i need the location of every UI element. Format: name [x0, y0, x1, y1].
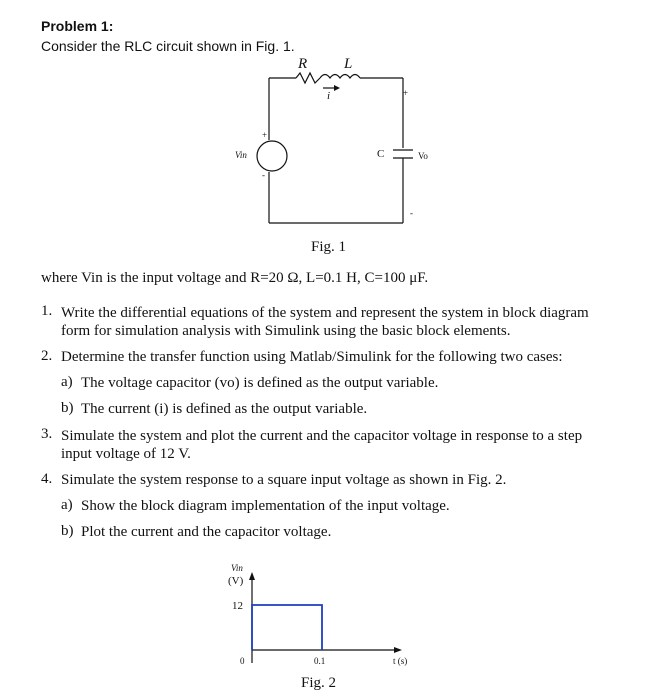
item-2-number: 2. [41, 348, 53, 364]
fig2-plot [249, 572, 402, 663]
source-minus-label: - [262, 170, 265, 180]
item-4a-number: a) [61, 497, 73, 513]
fig2-x-axis-arrow [394, 647, 402, 653]
fig1-caption: Fig. 1 [311, 239, 347, 255]
fig2-caption: Fig. 2 [301, 675, 337, 691]
current-arrow-head [334, 85, 340, 91]
item-3-line2: input voltage of 12 V. [61, 446, 191, 462]
vin-label: Vin [235, 150, 247, 160]
item-1-line1: Write the differential equations of the system and represent the system in block diagram [61, 305, 589, 321]
fig2-tick-y-12: 12 [232, 600, 243, 612]
voltage-source-symbol [257, 141, 287, 171]
item-1-number: 1. [41, 303, 53, 319]
item-3-number: 3. [41, 426, 53, 442]
item-4b-line1: Plot the current and the capacitor voltage. [81, 524, 332, 540]
item-2a-number: a) [61, 374, 73, 390]
source-plus-label: + [262, 130, 268, 140]
current-label: i [327, 90, 331, 102]
vo-label: Vo [418, 151, 428, 161]
item-2b-number: b) [61, 400, 74, 416]
item-4-number: 4. [41, 471, 53, 487]
cap-minus-label: - [410, 208, 413, 218]
item-4a-line1: Show the block diagram implementation of the input voltage. [81, 498, 450, 514]
resistor-symbol [296, 73, 320, 83]
fig2-tick-x-0.1: 0.1 [314, 656, 326, 666]
fig2-y-axis-arrow [249, 572, 255, 580]
item-2a-line1: The voltage capacitor (vo) is defined as the output variable. [81, 375, 439, 391]
item-1-line2: form for simulation analysis with Simulink using the basic block elements. [61, 323, 511, 339]
item-4-line1: Simulate the system response to a square input voltage as shown in Fig. 2. [61, 472, 507, 488]
item-2b-line1: The current (i) is defined as the output variable. [81, 401, 368, 417]
cap-plus-label: + [403, 88, 409, 98]
resistor-label: R [298, 56, 308, 72]
item-3-line1: Simulate the system and plot the current and the capacitor voltage in response to a step [61, 428, 583, 444]
fig2-tick-x-0: 0 [240, 656, 245, 666]
fig2-pulse-line [252, 605, 322, 650]
inductor-symbol [320, 75, 360, 79]
where-line: where Vin is the input voltage and R=20 Ω, L=0.1 H, C=100 μF. [41, 270, 429, 286]
fig2-ylabel-unit: (V) [228, 575, 244, 587]
capacitor-label: C [377, 148, 385, 160]
problem-title: Problem 1: [41, 18, 114, 34]
inductor-label: L [344, 56, 353, 72]
item-2-line1: Determine the transfer function using Matlab/Simulink for the following two cases: [61, 349, 563, 365]
fig2-xlabel: t (s) [393, 656, 408, 666]
problem-intro: Consider the RLC circuit shown in Fig. 1. [41, 38, 295, 54]
item-4b-number: b) [61, 523, 74, 539]
fig2-ylabel-top: Vin [231, 563, 243, 573]
